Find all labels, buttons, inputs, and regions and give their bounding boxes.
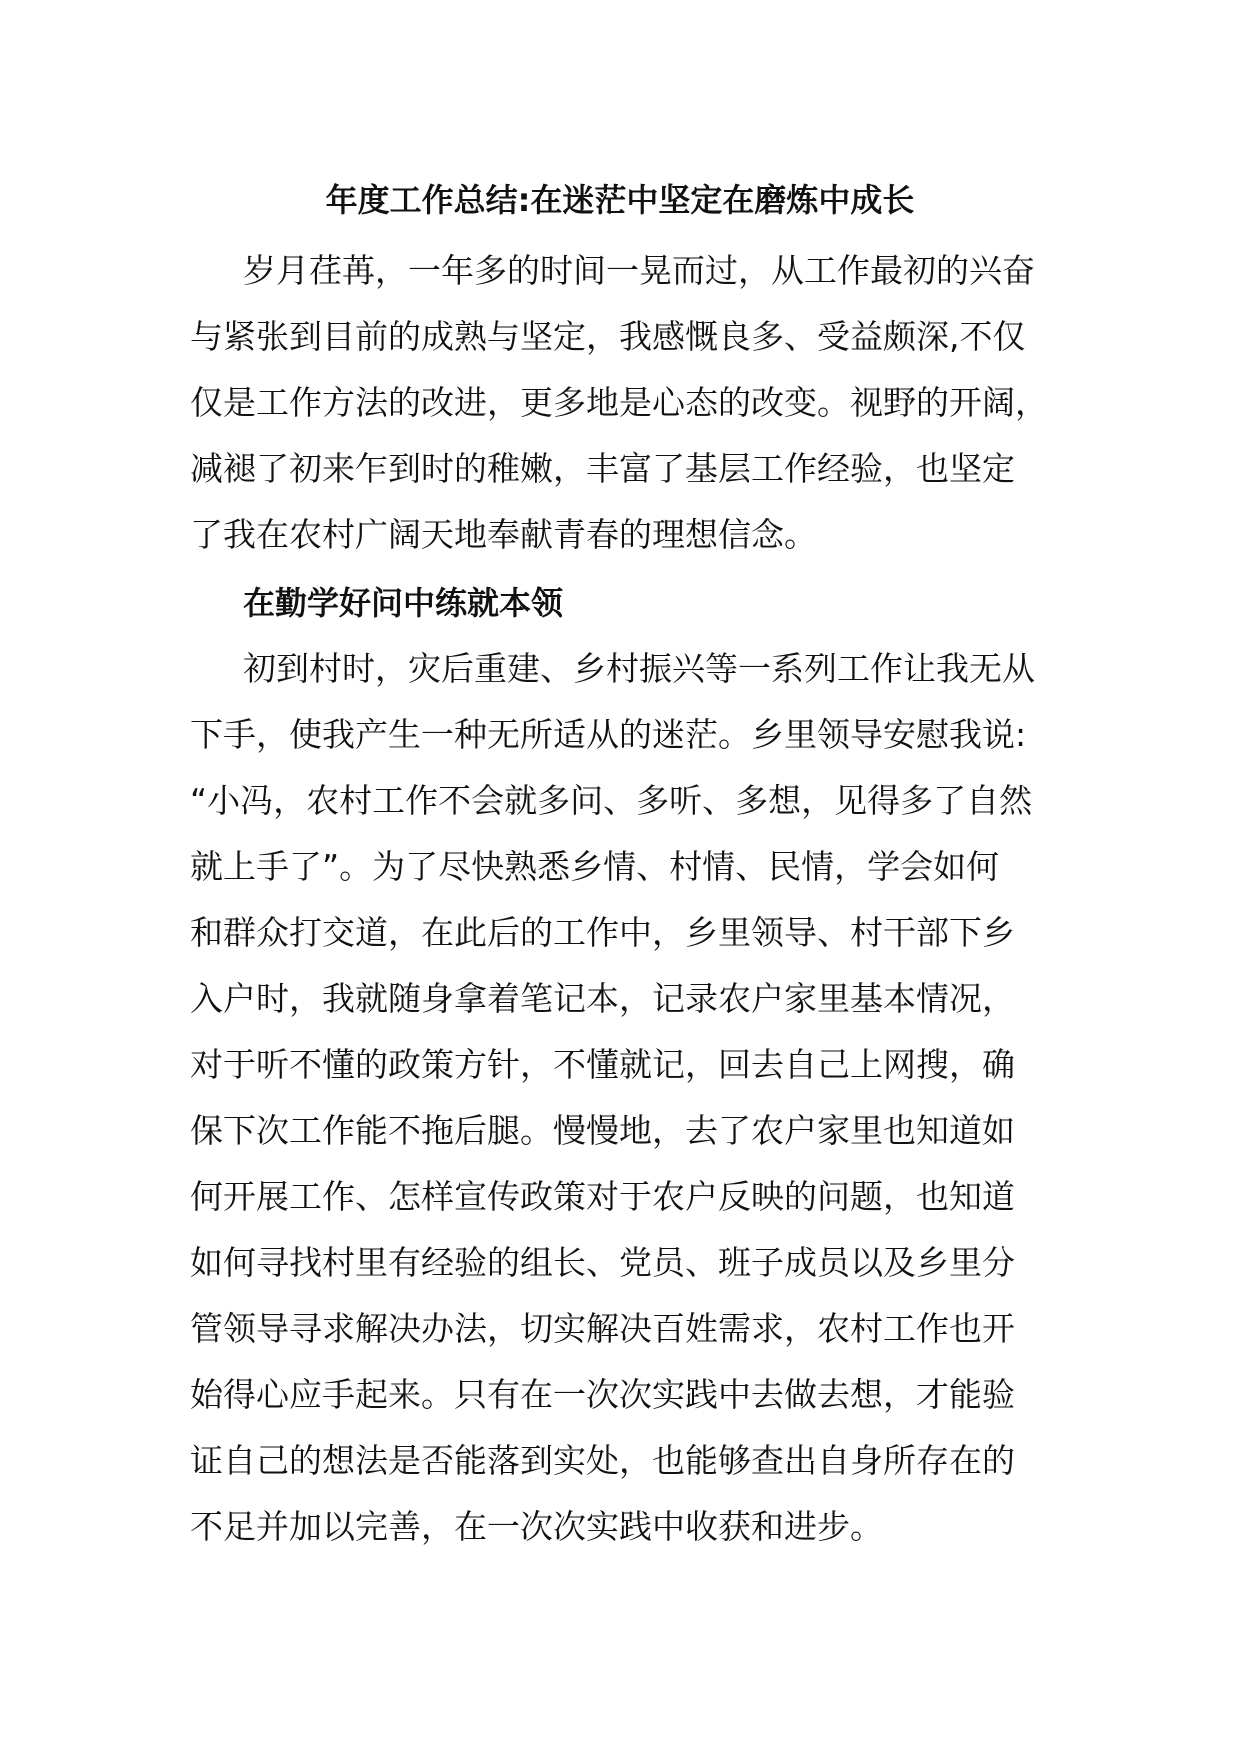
paragraph-2-line: 和群众打交道，在此后的工作中，乡里领导、村干部下乡	[190, 913, 1015, 952]
paragraph-1-line: 了我在农村广阔天地奉献青春的理想信念。	[190, 515, 817, 554]
paragraph-1-line: 减褪了初来乍到时的稚嫩，丰富了基层工作经验，也坚定	[190, 449, 1015, 488]
paragraph-2-line: “小冯，农村工作不会就多问、多听、多想，见得多了自然	[190, 781, 1033, 820]
paragraph-1-line: 仅是工作方法的改进，更多地是心态的改变。视野的开阔，	[190, 383, 1048, 422]
paragraph-2-line: 如何寻找村里有经验的组长、党员、班子成员以及乡里分	[190, 1243, 1015, 1282]
paragraph-2-line: 初到村时，灾后重建、乡村振兴等一系列工作让我无从	[243, 649, 1035, 688]
paragraph-1-line: 与紧张到目前的成熟与坚定，我感慨良多、受益颇深,不仅	[190, 317, 1026, 356]
paragraph-2-line: 不足并加以完善，在一次次实践中收获和进步。	[190, 1507, 883, 1546]
paragraph-2-line: 何开展工作、怎样宣传政策对于农户反映的问题，也知道	[190, 1177, 1015, 1216]
paragraph-1-line: 岁月荏苒，一年多的时间一晃而过，从工作最初的兴奋	[243, 251, 1035, 290]
paragraph-2-line: 入户时，我就随身拿着笔记本，记录农户家里基本情况，	[190, 979, 1015, 1018]
paragraph-2-line: 保下次工作能不拖后腿。慢慢地，去了农户家里也知道如	[190, 1111, 1015, 1150]
paragraph-2-line: 下手，使我产生一种无所适从的迷茫。乡里领导安慰我说:	[190, 715, 1027, 754]
document-title: 年度工作总结:在迷茫中坚定在磨炼中成长	[325, 181, 915, 219]
paragraph-2-line: 证自己的想法是否能落到实处，也能够查出自身所存在的	[190, 1441, 1015, 1480]
paragraph-2-line: 对于听不懂的政策方针，不懂就记，回去自己上网搜，确	[190, 1045, 1015, 1084]
paragraph-2-line: 就上手了”。为了尽快熟悉乡情、村情、民情，学会如何	[190, 847, 1000, 886]
paragraph-2-line: 始得心应手起来。只有在一次次实践中去做去想，才能验	[190, 1375, 1015, 1414]
section-heading: 在勤学好问中练就本领	[243, 584, 564, 622]
paragraph-2-line: 管领导寻求解决办法，切实解决百姓需求，农村工作也开	[190, 1309, 1015, 1348]
